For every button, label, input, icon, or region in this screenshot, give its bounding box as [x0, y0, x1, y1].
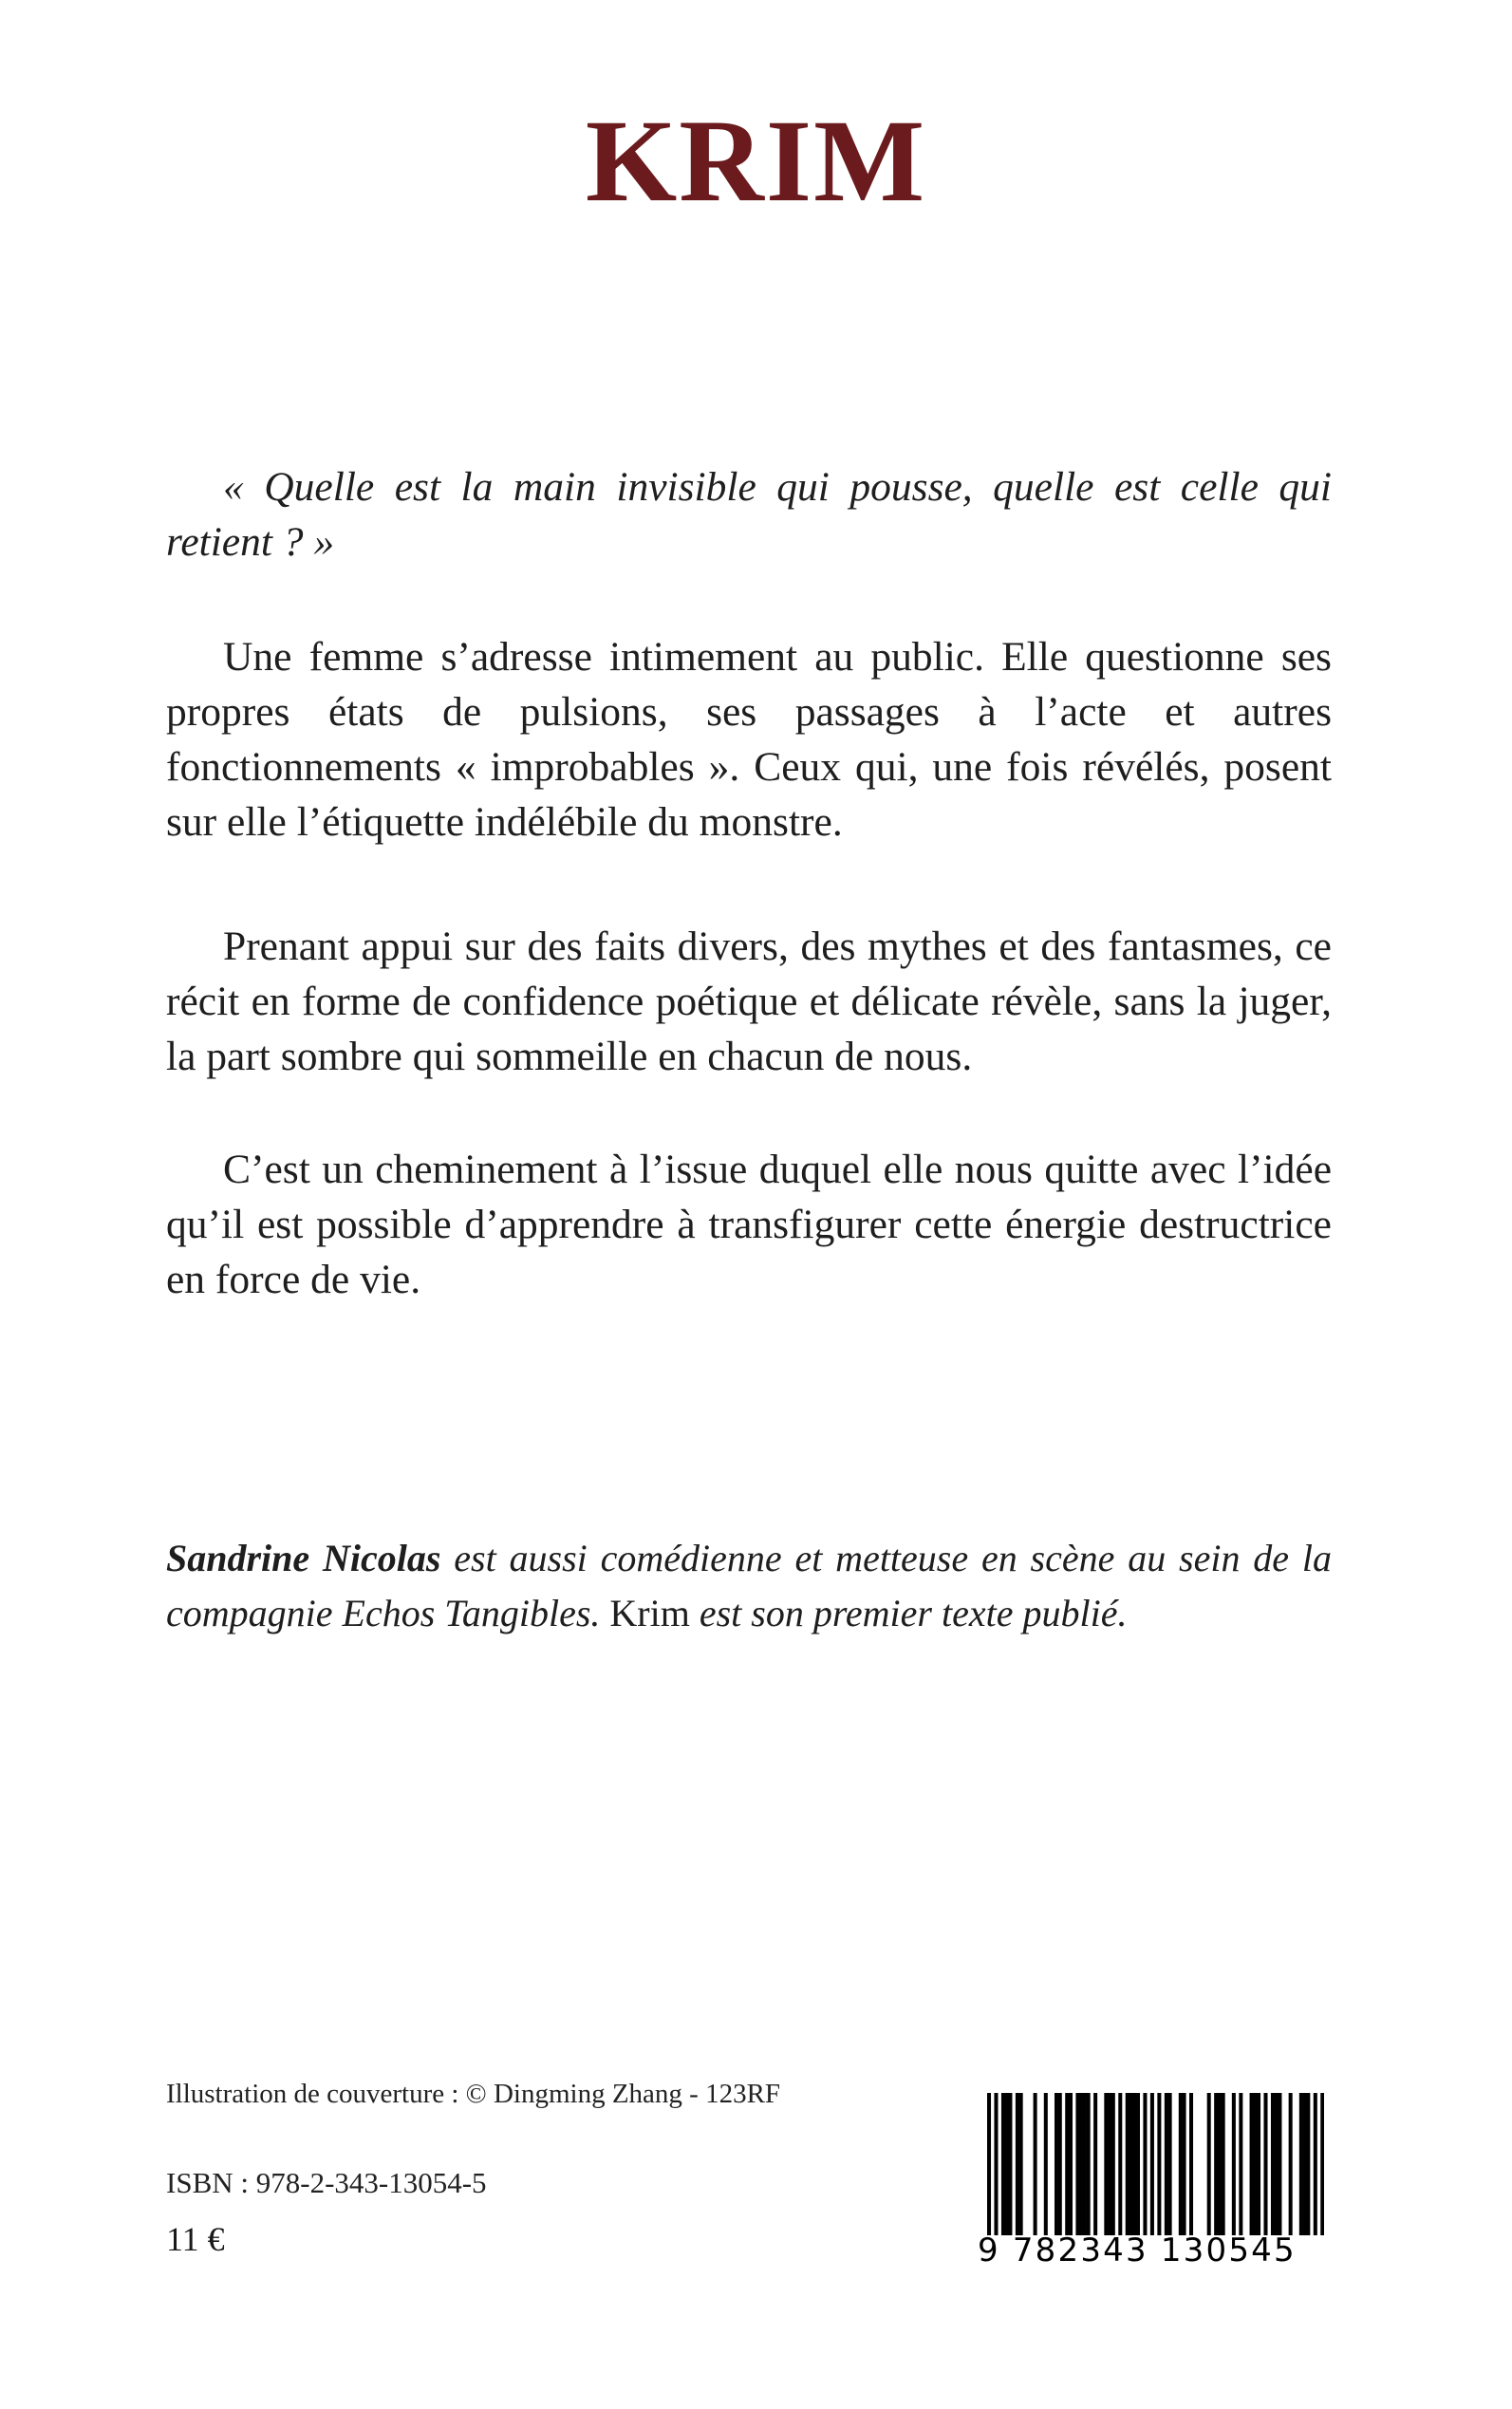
barcode-bar — [1183, 2093, 1186, 2235]
barcode-bar — [1126, 2093, 1129, 2235]
barcode-bar — [1069, 2093, 1073, 2235]
barcode-bar — [1104, 2093, 1108, 2235]
barcode-bar — [1303, 2093, 1307, 2235]
barcode-bar — [1019, 2093, 1023, 2235]
barcode-bar — [1108, 2093, 1111, 2235]
epigraph-quote: « Quelle est la main invisible qui pousse, quelle est celle qui retient ? » — [166, 464, 1332, 565]
barcode-bar — [1320, 2093, 1324, 2235]
barcode-bar — [1044, 2093, 1048, 2235]
barcode-bar — [1034, 2093, 1037, 2235]
barcode-bar — [1150, 2093, 1154, 2235]
author-name: Sandrine Nicolas — [166, 1537, 441, 1579]
barcode-bar — [1008, 2093, 1012, 2235]
barcode-bar — [1299, 2093, 1303, 2235]
barcode-bar — [987, 2093, 991, 2235]
barcode-bar — [1083, 2093, 1087, 2235]
barcode-bar — [1075, 2093, 1079, 2235]
barcode-bar — [1232, 2093, 1236, 2235]
barcode-bar — [1275, 2093, 1279, 2235]
author-bio — [166, 1531, 1332, 1641]
barcode-bar — [1055, 2093, 1058, 2235]
barcode-bar — [1087, 2093, 1091, 2235]
barcode-bar — [1257, 2093, 1260, 2235]
barcode-bar — [1239, 2093, 1242, 2235]
barcode-bar — [1207, 2093, 1211, 2235]
blurb-paragraph-2: Prenant appui sur des faits divers, des mythes et des fantasmes, ce récit en forme de confidence poétique et délicate révèle, sans la juger, la part sombre qui sommeille en chacun de nous. — [166, 924, 1332, 1079]
barcode-bar — [1132, 2093, 1136, 2235]
blurb-paragraph-1: Une femme s’adresse intimement au public. Elle questionne ses propres états de pulsions, ses passages à l’acte et autres fonctionnements « improbables ». Ceux qui, une fois révélés, posent sur elle l’étiquette indélébile du monstre. — [166, 634, 1332, 845]
barcode-bar — [1058, 2093, 1062, 2235]
book-name-inline: Krim — [609, 1592, 690, 1634]
barcode-bar — [1065, 2093, 1069, 2235]
barcode-bar — [1214, 2093, 1218, 2235]
barcode-bar — [1306, 2093, 1310, 2235]
barcode-bar — [1289, 2093, 1293, 2235]
blurb-paragraph-3: C’est un cheminement à l’issue duquel elle nous quitte avec l’idée qu’il est possible d’apprendre à transfigurer cette énergie destructrice en force de vie. — [166, 1147, 1332, 1302]
barcode-bar — [1271, 2093, 1275, 2235]
barcode-bar — [1129, 2093, 1132, 2235]
barcode-bars — [987, 2093, 1324, 2235]
barcode-bar — [1093, 2093, 1097, 2235]
barcode-bar — [1079, 2093, 1083, 2235]
barcode-bar — [994, 2093, 998, 2235]
author-bio-text-2: est son premier texte publié. — [689, 1592, 1128, 1634]
barcode-bar — [1143, 2093, 1147, 2235]
barcode-bar — [1168, 2093, 1172, 2235]
book-title: KRIM — [585, 96, 927, 226]
barcode-bar — [1136, 2093, 1140, 2235]
barcode-bar — [1001, 2093, 1005, 2235]
barcode-bar — [1253, 2093, 1257, 2235]
isbn: ISBN : 978-2-343-13054-5 — [166, 2166, 487, 2199]
barcode-bar — [1157, 2093, 1161, 2235]
barcode-bar — [1263, 2093, 1267, 2235]
barcode-bar — [1016, 2093, 1019, 2235]
barcode-bar — [1278, 2093, 1281, 2235]
barcode-bar — [1005, 2093, 1009, 2235]
barcode-bar — [1165, 2093, 1168, 2235]
barcode-bar — [1111, 2093, 1115, 2235]
barcode-bar — [1222, 2093, 1225, 2235]
barcode-bar — [1179, 2093, 1183, 2235]
barcode-bar — [1250, 2093, 1254, 2235]
barcode-bar — [1189, 2093, 1193, 2235]
barcode-bar — [1314, 2093, 1317, 2235]
author-bio-text-1: est aussi comédienne et metteuse en scène au sein de la compagnie Echos Tangibles. — [166, 1537, 1333, 1634]
barcode-digits: 9 782343 130545 — [978, 2232, 1297, 2269]
barcode-bar — [1118, 2093, 1122, 2235]
illustration-credit: Illustration de couverture : © Dingming Zhang - 123RF — [166, 2079, 781, 2109]
barcode-bar — [1218, 2093, 1222, 2235]
price: 11 € — [166, 2220, 225, 2258]
